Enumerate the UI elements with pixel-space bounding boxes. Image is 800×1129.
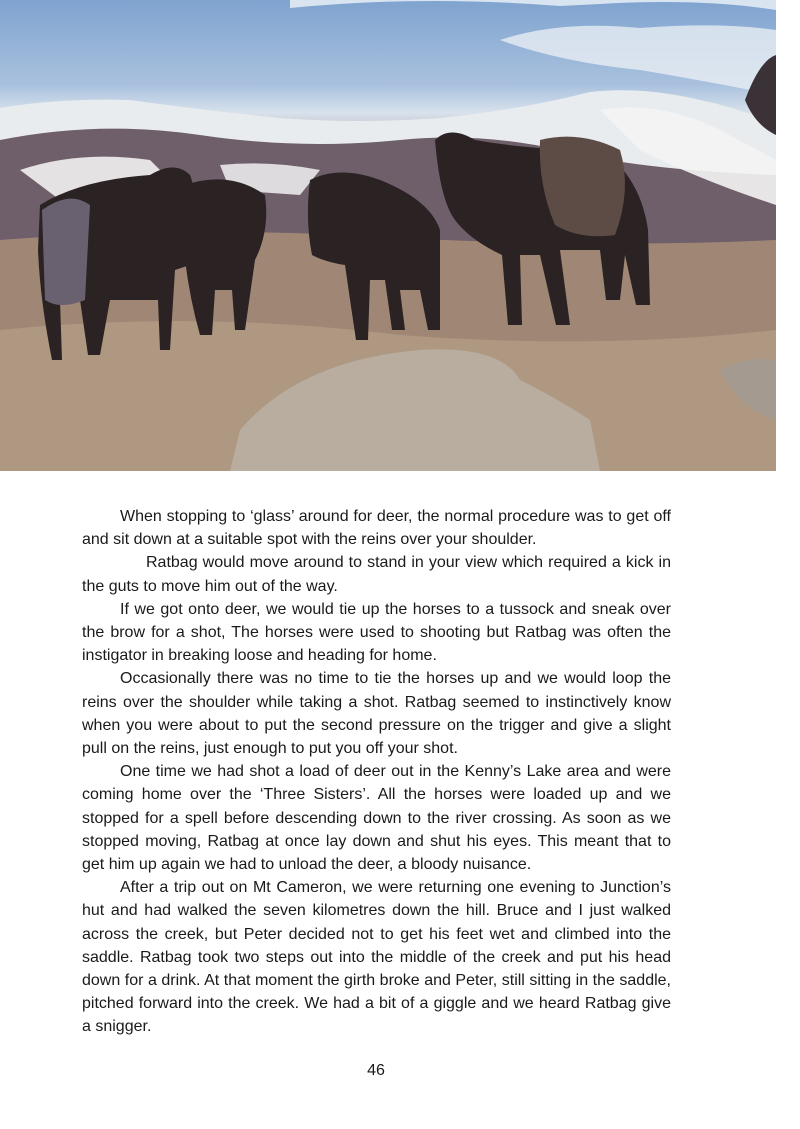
paragraph: Occasionally there was no time to tie the horses up and we would loop the reins over the shoulder while taking a shot. Ratbag seemed to instinctively know when you were about to put the second pressure on the trigger and give a slight pull on the reins, just enough to put you off your shot.	[82, 670, 671, 758]
body-text	[82, 505, 671, 1039]
paragraph: After a trip out on Mt Cameron, we were returning one evening to Junction’s hut and had walked the seven kilometres down the hill. Bruce and I just walked across the creek, but Peter decided not to get his feet wet and climbed into the saddle. Ratbag took two steps out into the middle of the creek and put his head down for a drink. At that moment the girth broke and Peter, still sitting in the saddle, pitched forward into the creek. We had a bit of a giggle and we heard Ratbag give a snigger.	[82, 879, 671, 1036]
paragraph: When stopping to ‘glass’ around for deer, the normal procedure was to get off and sit down at a suitable spot with the reins over your shoulder.	[82, 508, 671, 549]
paragraph: Ratbag would move around to stand in your view which required a kick in the guts to move him out of the way.	[82, 554, 671, 595]
page-number: 46	[367, 1062, 385, 1079]
photo-illustration	[0, 0, 776, 471]
horses-mountain-photo	[0, 0, 776, 471]
paragraph: One time we had shot a load of deer out in the Kenny’s Lake area and were coming home over the ‘Three Sisters’. All the horses were loaded up and we stopped for a spell before descending down to the river crossing. As soon as we stopped moving, Ratbag at once lay down and shut his eyes. This meant that to get him up again we had to unload the deer, a bloody nuisance.	[82, 763, 671, 874]
paragraph: If we got onto deer, we would tie up the horses to a tussock and sneak over the brow for a shot, The horses were used to shooting but Ratbag was often the instigator in breaking loose and heading for home.	[82, 600, 671, 665]
